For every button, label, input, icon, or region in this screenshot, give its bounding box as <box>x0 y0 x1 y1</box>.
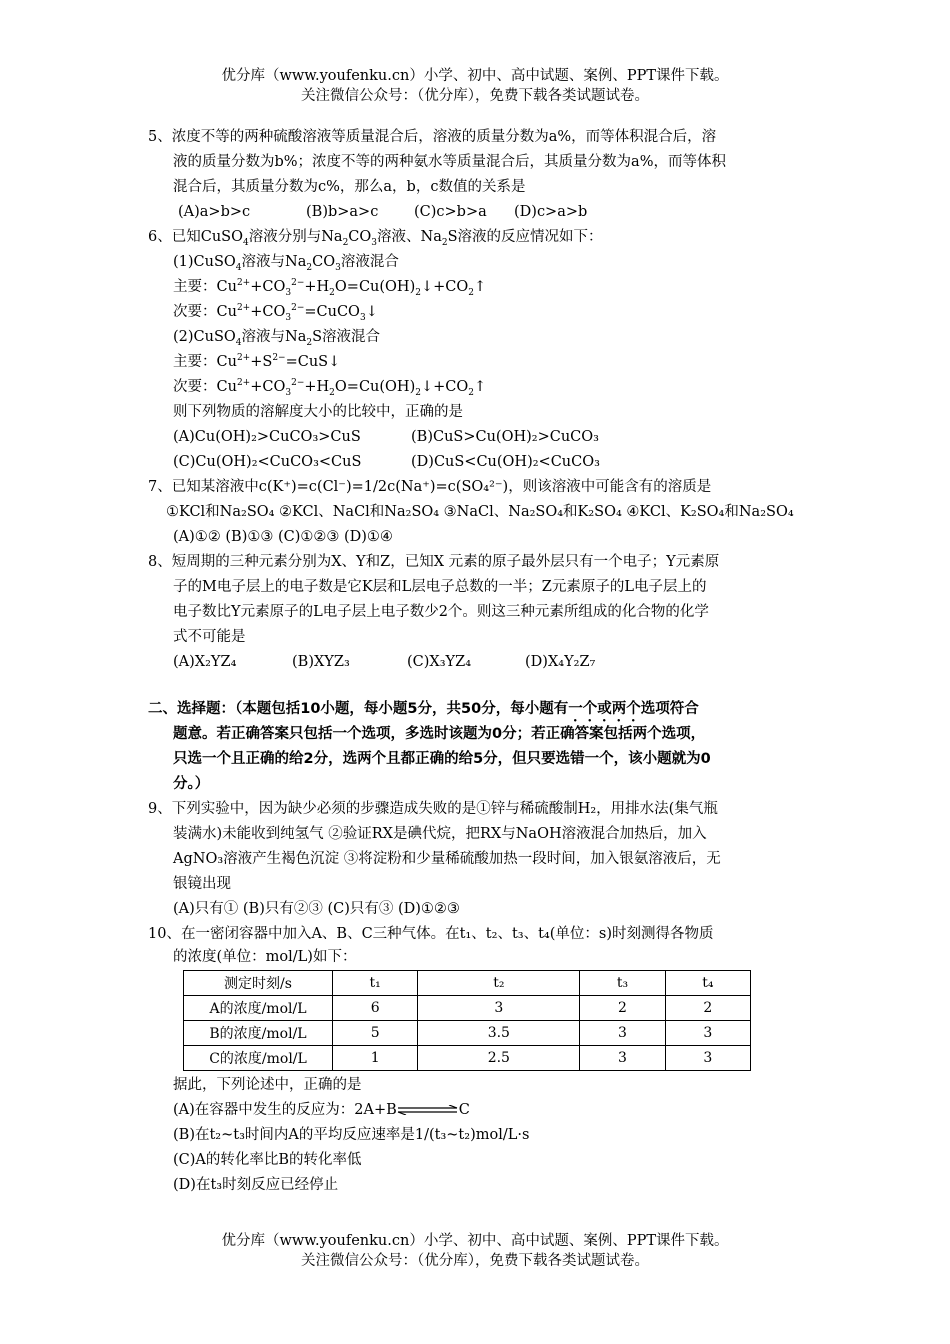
table-header-cell: t₄ <box>665 971 750 996</box>
q8-line-4: 式不可能是 <box>173 629 246 645</box>
q10-option-d: (D)在t₃时刻反应已经停止 <box>173 1177 339 1193</box>
q9-line-1: 9、下列实验中，因为缺少必须的步骤造成失败的是①锌与稀硫酸制H₂，用排水法(集气瓶 <box>148 801 718 817</box>
q6-intro: 6、已知CuSO$_4$溶液分别与$Na_2CO_3$溶液、$Na_2S$溶液的反应情况如下： <box>148 229 603 248</box>
emphasized-text: 一个或两个 <box>568 701 641 717</box>
header-line-1: 优分库（www.youfenku.cn）小学、初中、高中试题、案例、PPT课件下载。 <box>221 68 729 84</box>
section-2-line-4: 分。） <box>173 776 210 792</box>
footer-line-2: 关注微信公众号：（优分库），免费下载各类试题试卷。 <box>301 1253 649 1269</box>
q6-question: 则下列物质的溶解度大小的比较中，正确的是 <box>173 404 463 420</box>
table-cell: 6 <box>333 996 418 1021</box>
q8-option-d: (D)X₄Y₂Z₇ <box>525 654 596 670</box>
table-row <box>184 1021 751 1046</box>
table-cell: 3 <box>418 996 580 1021</box>
equilibrium-arrow-icon <box>397 1105 459 1115</box>
table-cell: A的浓度/mol/L <box>184 996 333 1021</box>
footer-line-1: 优分库（www.youfenku.cn）小学、初中、高中试题、案例、PPT课件下载。 <box>221 1233 729 1249</box>
table-row <box>184 1046 751 1071</box>
q6-part-2: (2)CuSO$_4$溶液与$Na_2S$溶液混合 <box>173 329 381 348</box>
table-cell: 3 <box>580 1046 665 1071</box>
table-cell: 3 <box>665 1046 750 1071</box>
q6-option-a: (A)Cu(OH)₂>CuCO₃>CuS <box>173 429 361 445</box>
table-cell: C的浓度/mol/L <box>184 1046 333 1071</box>
q8-option-b: (B)XYZ₃ <box>292 654 350 670</box>
q10-line-1: 10、在一密闭容器中加入A、B、C三种气体。在t₁、t₂、t₃、t₄(单位：s)时刻测得各物质 <box>148 926 714 942</box>
q9-line-4: 银镜出现 <box>173 876 231 892</box>
q9-options: (A)只有① (B)只有②③ (C)只有③ (D)①②③ <box>173 901 460 917</box>
q8-option-a: (A)X₂YZ₄ <box>173 654 237 670</box>
q5-option-c: (C)c>b>a <box>414 204 487 220</box>
header-line-2: 关注微信公众号：（优分库），免费下载各类试题试卷。 <box>301 88 649 104</box>
q8-line-1: 8、短周期的三种元素分别为X、Y和Z，已知X 元素的原子最外层只有一个电子；Y元素原 <box>148 554 720 570</box>
table-cell: 3 <box>580 1021 665 1046</box>
q10-option-b: (B)在t₂~t₃时间内A的平均反应速率是1/(t₃~t₂)mol/L·s <box>173 1127 530 1143</box>
table-cell: 1 <box>333 1046 418 1071</box>
q7-stem: 7、已知某溶液中c(K⁺)=c(Cl⁻)=1/2c(Na⁺)=c(SO₄²⁻)，则该溶液中可能含有的溶质是 <box>148 479 712 495</box>
table-header-row <box>184 971 751 996</box>
q5-line-3: 混合后，其质量分数为c%，那么a，b，c数值的关系是 <box>173 179 526 195</box>
q6-part-1-main-equation: 主要：$Cu^{2+}+CO_3^{2-}+H_2O=Cu(OH)_2↓+CO_2↑$ <box>173 278 487 298</box>
q6-option-d: (D)CuS<Cu(OH)₂<CuCO₃ <box>411 454 600 470</box>
table-row <box>184 996 751 1021</box>
table-header-cell: t₁ <box>333 971 418 996</box>
q5-line-2: 液的质量分数为b%；浓度不等的两种氨水等质量混合后，其质量分数为a%，而等体积 <box>173 154 726 170</box>
q6-option-b: (B)CuS>Cu(OH)₂>CuCO₃ <box>411 429 599 445</box>
table-cell: 3.5 <box>418 1021 580 1046</box>
q10-line-2: 的浓度(单位：mol/L)如下： <box>173 949 357 965</box>
q6-part-2-main-equation: 主要：$Cu^{2+}+S^{2-}=CuS↓$ <box>173 353 341 370</box>
section-2-heading: 二、选择题：（本题包括10小题，每小题5分，共50分，每小题有一个或两个选项符合 <box>148 701 699 717</box>
table-cell: B的浓度/mol/L <box>184 1021 333 1046</box>
q5-line-1: 5、浓度不等的两种硫酸溶液等质量混合后，溶液的质量分数为a%，而等体积混合后，溶 <box>148 129 717 145</box>
table-cell: 3 <box>665 1021 750 1046</box>
q9-line-2: 装满水)未能收到纯氢气 ②验证RX是碘代烷，把RX与NaOH溶液混合加热后，加入 <box>173 826 707 842</box>
table-header-cell: t₂ <box>418 971 580 996</box>
table-cell: 2.5 <box>418 1046 580 1071</box>
section-2-line-3: 只选一个且正确的给2分，选两个且都正确的给5分，但只要选错一个，该小题就为0 <box>173 751 711 767</box>
q9-line-3: AgNO₃溶液产生褐色沉淀 ③将淀粉和少量稀硫酸加热一段时间，加入银氨溶液后，无 <box>173 851 721 867</box>
q6-part-1: (1)CuSO$_4$溶液与$Na_2CO_3$溶液混合 <box>173 254 399 273</box>
q5-option-b: (B)b>a>c <box>306 204 379 220</box>
q6-option-c: (C)Cu(OH)₂<CuCO₃<CuS <box>173 454 362 470</box>
q5-option-a: (A)a>b>c <box>178 204 251 220</box>
q10-option-a: (A)在容器中发生的反应为：2A+B C <box>173 1102 470 1118</box>
section-2-line-2: 题意。若正确答案只包括一个选项，多选时该题为0分；若正确答案包括两个选项， <box>173 726 706 742</box>
q7-options: (A)①② (B)①③ (C)①②③ (D)①④ <box>173 529 393 545</box>
q7-choices: ①KCl和Na₂SO₄ ②KCl、NaCl和Na₂SO₄ ③NaCl、Na₂SO₄和K₂SO₄ ④KCl、K₂SO₄和Na₂SO₄ <box>166 504 794 520</box>
q8-line-2: 子的M电子层上的电子数是它K层和L层电子总数的一半；Z元素原子的L电子层上的 <box>173 579 707 595</box>
table-header-cell: 测定时刻/s <box>184 971 333 996</box>
q10-option-c: (C)A的转化率比B的转化率低 <box>173 1152 362 1168</box>
q5-option-d: (D)c>a>b <box>514 204 588 220</box>
table-cell: 5 <box>333 1021 418 1046</box>
table-header-cell: t₃ <box>580 971 665 996</box>
concentration-table <box>183 970 751 1071</box>
q6-part-1-secondary-equation: 次要：$Cu^{2+}+CO_3^{2-}=CuCO_3↓$ <box>173 303 378 323</box>
table-cell: 2 <box>665 996 750 1021</box>
table-cell: 2 <box>580 996 665 1021</box>
q10-question: 据此，下列论述中，正确的是 <box>173 1077 362 1093</box>
q8-line-3: 电子数比Y元素原子的L电子层上电子数少2个。则这三种元素所组成的化合物的化学 <box>173 604 709 620</box>
q8-option-c: (C)X₃YZ₄ <box>407 654 472 670</box>
q6-part-2-secondary-equation: 次要：$Cu^{2+}+CO_3^{2-}+H_2O=Cu(OH)_2↓+CO_2↑$ <box>173 378 487 398</box>
